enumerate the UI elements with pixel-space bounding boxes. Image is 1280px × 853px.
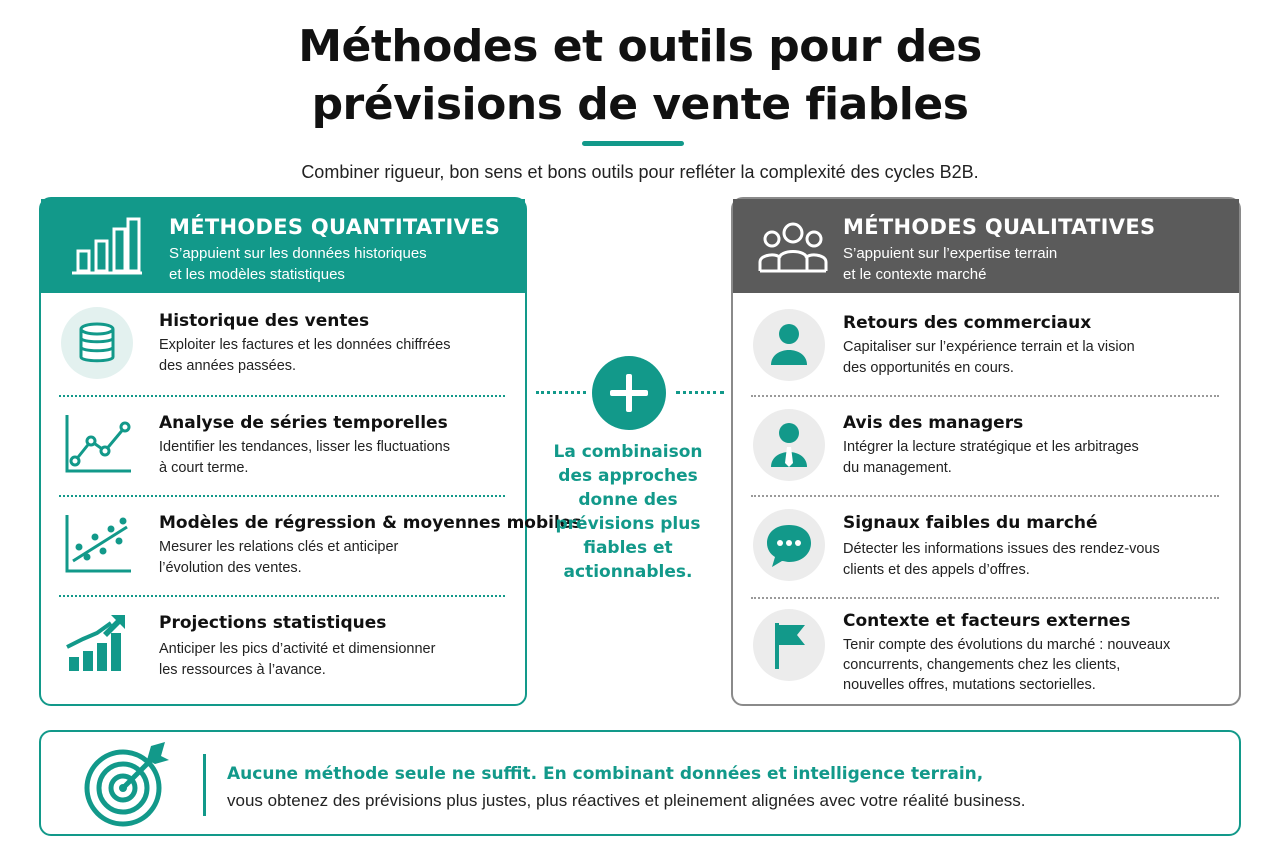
center-line: La combinaison (553, 442, 703, 462)
flag-icon (751, 609, 827, 679)
item-text-line: concurrents, changements chez les clients, (843, 657, 1121, 673)
item-title: Retours des commerciaux (843, 313, 1092, 333)
item-title: Avis des managers (843, 413, 1024, 433)
item-title: Analyse de séries temporelles (159, 413, 448, 433)
center-line: actionnables. (563, 562, 693, 582)
plus-icon (592, 356, 666, 430)
item-text-line: Capitaliser sur l’expérience terrain et la vision (843, 339, 1135, 355)
connector-dots-left (536, 391, 586, 394)
item-text-line: Détecter les informations issues des rendez-vous (843, 541, 1160, 557)
item-text-line: Identifier les tendances, lisser les fluctuations (159, 439, 450, 455)
divider (751, 495, 1219, 497)
title-line-2: prévisions de vente fiables (311, 79, 969, 130)
footer-text: vous obtenez des prévisions plus justes, plus réactives et pleinement alignées avec votre réalité business. (227, 791, 1026, 810)
item-text-line: Exploiter les factures et les données chiffrées (159, 337, 451, 353)
center-line: prévisions plus (555, 514, 701, 534)
manager-icon (751, 409, 827, 479)
quantitative-header (41, 199, 525, 293)
item-text-line: clients et des appels d’offres. (843, 562, 1030, 578)
item-description (159, 639, 519, 681)
item-title: Projections statistiques (159, 613, 387, 633)
center-line: des approches (558, 466, 698, 486)
chat-bubble-icon (751, 509, 827, 579)
center-line: donne des (578, 490, 678, 510)
item-description (159, 437, 519, 479)
qualitative-title: MÉTHODES QUALITATIVES (843, 215, 1156, 239)
qualitative-header (733, 199, 1239, 293)
footer-headline: Aucune méthode seule ne suffit. En combinant données et intelligence terrain, (227, 764, 984, 784)
person-icon (751, 309, 827, 379)
divider (59, 495, 505, 497)
item-text-line: Tenir compte des évolutions du marché : nouveaux (843, 637, 1171, 653)
item-text-line: nouvelles offres, mutations sectorielles. (843, 677, 1096, 693)
item-text-line: des années passées. (159, 358, 297, 374)
divider (59, 395, 505, 397)
divider (59, 595, 505, 597)
qualitative-panel (731, 197, 1241, 706)
quantitative-panel (39, 197, 582, 706)
quantitative-desc-line-1: S’appuient sur les données historiques (169, 245, 427, 262)
quantitative-desc-line-2: et les modèles statistiques (169, 266, 345, 283)
item-text-line: Intégrer la lecture stratégique et les arbitrages (843, 439, 1139, 455)
item-description (843, 635, 1223, 695)
people-group-icon (755, 215, 831, 277)
quantitative-description (169, 243, 489, 285)
item-text-line: Anticiper les pics d’activité et dimensionner (159, 641, 436, 657)
item-text-line: Mesurer les relations clés et anticiper (159, 539, 399, 555)
item-description (843, 437, 1223, 479)
item-title: Signaux faibles du marché (843, 513, 1098, 533)
plus-glyph (592, 356, 666, 430)
item-title: Modèles de régression & moyennes mobiles (159, 513, 582, 533)
item-description (843, 337, 1223, 379)
title-underline (582, 141, 684, 146)
qualitative-desc-line-2: et le contexte marché (843, 266, 987, 283)
connector-dots-right (676, 391, 724, 394)
item-text-line: l’évolution des ventes. (159, 560, 302, 576)
item-text-line: à court terme. (159, 460, 249, 476)
database-icon (59, 307, 135, 377)
growth-chart-icon (59, 611, 135, 681)
item-description (843, 539, 1223, 581)
divider (751, 597, 1219, 599)
divider (751, 395, 1219, 397)
page-title (0, 18, 1280, 134)
item-text-line: les ressources à l’avance. (159, 662, 326, 678)
center-line: fiables et (583, 538, 673, 558)
item-text-line: des opportunités en cours. (843, 360, 1014, 376)
item-text-line: du management. (843, 460, 952, 476)
bar-chart-icon (69, 215, 145, 277)
item-title: Historique des ventes (159, 311, 370, 331)
target-icon (81, 740, 171, 828)
scatter-plot-icon (59, 511, 135, 581)
title-line-1: Méthodes et outils pour des (298, 21, 982, 72)
item-title: Contexte et facteurs externes (843, 611, 1131, 631)
quantitative-title: MÉTHODES QUANTITATIVES (169, 215, 501, 239)
qualitative-desc-line-1: S’appuient sur l’expertise terrain (843, 245, 1058, 262)
center-message (548, 440, 708, 584)
item-description (159, 335, 519, 377)
qualitative-description (843, 243, 1163, 285)
subtitle: Combiner rigueur, bon sens et bons outils pour refléter la complexité des cycles B2B. (301, 162, 979, 182)
item-description (159, 537, 519, 579)
conclusion-banner (39, 730, 1241, 836)
line-chart-icon (59, 411, 135, 481)
footer-separator (203, 754, 206, 816)
